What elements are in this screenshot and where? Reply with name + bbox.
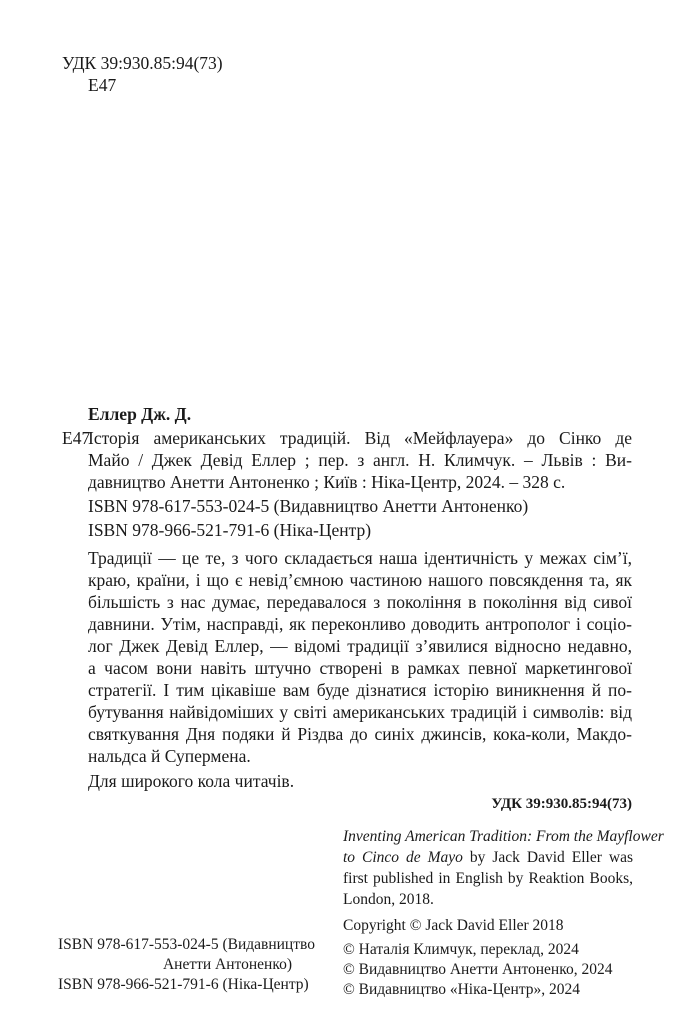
header-udk: УДК 39:930.85:94(73) (62, 53, 223, 73)
original-publisher-line: London, 2018. (343, 891, 434, 908)
copyright-block (343, 826, 664, 1000)
original-title: to Cinco de Mayo (343, 849, 463, 866)
bib-line: давництво Анетти Антоненко ; Київ : Ніка-Центр, 2024. – 328 с. (88, 472, 566, 492)
annotation-line: бутування найвідоміших у світі американських традицій і символів: від (88, 702, 632, 722)
original-author: by Jack David Eller was (462, 849, 633, 866)
bib-line: Історія американських традицій. Від «Мейфлауера» до Сінко де (88, 428, 632, 448)
bib-line: Майо / Джек Девід Еллер ; пер. з англ. Н. Климчук. – Львів : Ви- (88, 450, 632, 470)
original-title: Inventing American Tradition: From the Mayflower (343, 828, 664, 845)
rights-line: © Видавництво «Ніка-Центр», 2024 (343, 981, 581, 998)
annotation-line: стратегії. І тим цікавіше вам буде дізнатися історію виникнення й по- (88, 680, 632, 700)
annotation-line: а часом вони навіть штучно створені в рамках певної маркетингової (88, 658, 632, 678)
header-author-code: Е47 (88, 75, 117, 95)
audience-note: Для широкого кола читачів. (88, 771, 295, 791)
original-title-line (343, 847, 633, 868)
annotation-udk: УДК 39:930.85:94(73) (491, 796, 632, 812)
footer-isbn (58, 935, 315, 995)
author-name: Еллер Дж. Д. (88, 404, 192, 424)
isbn-line: ISBN 978-617-553-024-5 (Видавництво Анетти Антоненко) (88, 496, 529, 516)
annotation-line: більшість з нас думає, передавалося з покоління в покоління від сивої (88, 592, 632, 612)
annotation (88, 547, 632, 815)
isbn-line: ISBN 978-966-521-791-6 (Ніка-Центр) (58, 976, 309, 993)
original-title-line (343, 826, 664, 847)
bibliographic-description (88, 427, 632, 541)
annotation-line: святкування Дня подяки й Різдва до синіх джинсів, кока-коли, Макдо- (88, 724, 632, 744)
rights-line: © Наталія Климчук, переклад, 2024 (343, 941, 579, 958)
isbn-line: ISBN 978-617-553-024-5 (Видавництво (58, 936, 315, 953)
copyright-line: Copyright © Jack David Eller 2018 (343, 917, 564, 934)
author-code: Е47 (62, 428, 91, 448)
isbn-line: ISBN 978-966-521-791-6 (Ніка-Центр) (88, 520, 372, 540)
rights-line: © Видавництво Анетти Антоненко, 2024 (343, 961, 613, 978)
annotation-line: давнини. Утім, насправді, як переконливо доводить антрополог і соціо- (88, 614, 632, 634)
annotation-line: нальдса й Супермена. (88, 746, 251, 766)
isbn-line: Анетти Антоненко) (162, 956, 292, 973)
original-publisher-line: first published in English by Reaktion Books, (343, 870, 633, 887)
annotation-line: лог Джек Девід Еллер, — відомі традиції з’явилися відносно недавно, (88, 636, 632, 656)
annotation-line: Традиції — це те, з чого складається наша ідентичність у межах сім’ї, (88, 548, 632, 568)
annotation-line: краю, країни, і що є невід’ємною частиною нашого повсякдення та, як (88, 570, 632, 590)
